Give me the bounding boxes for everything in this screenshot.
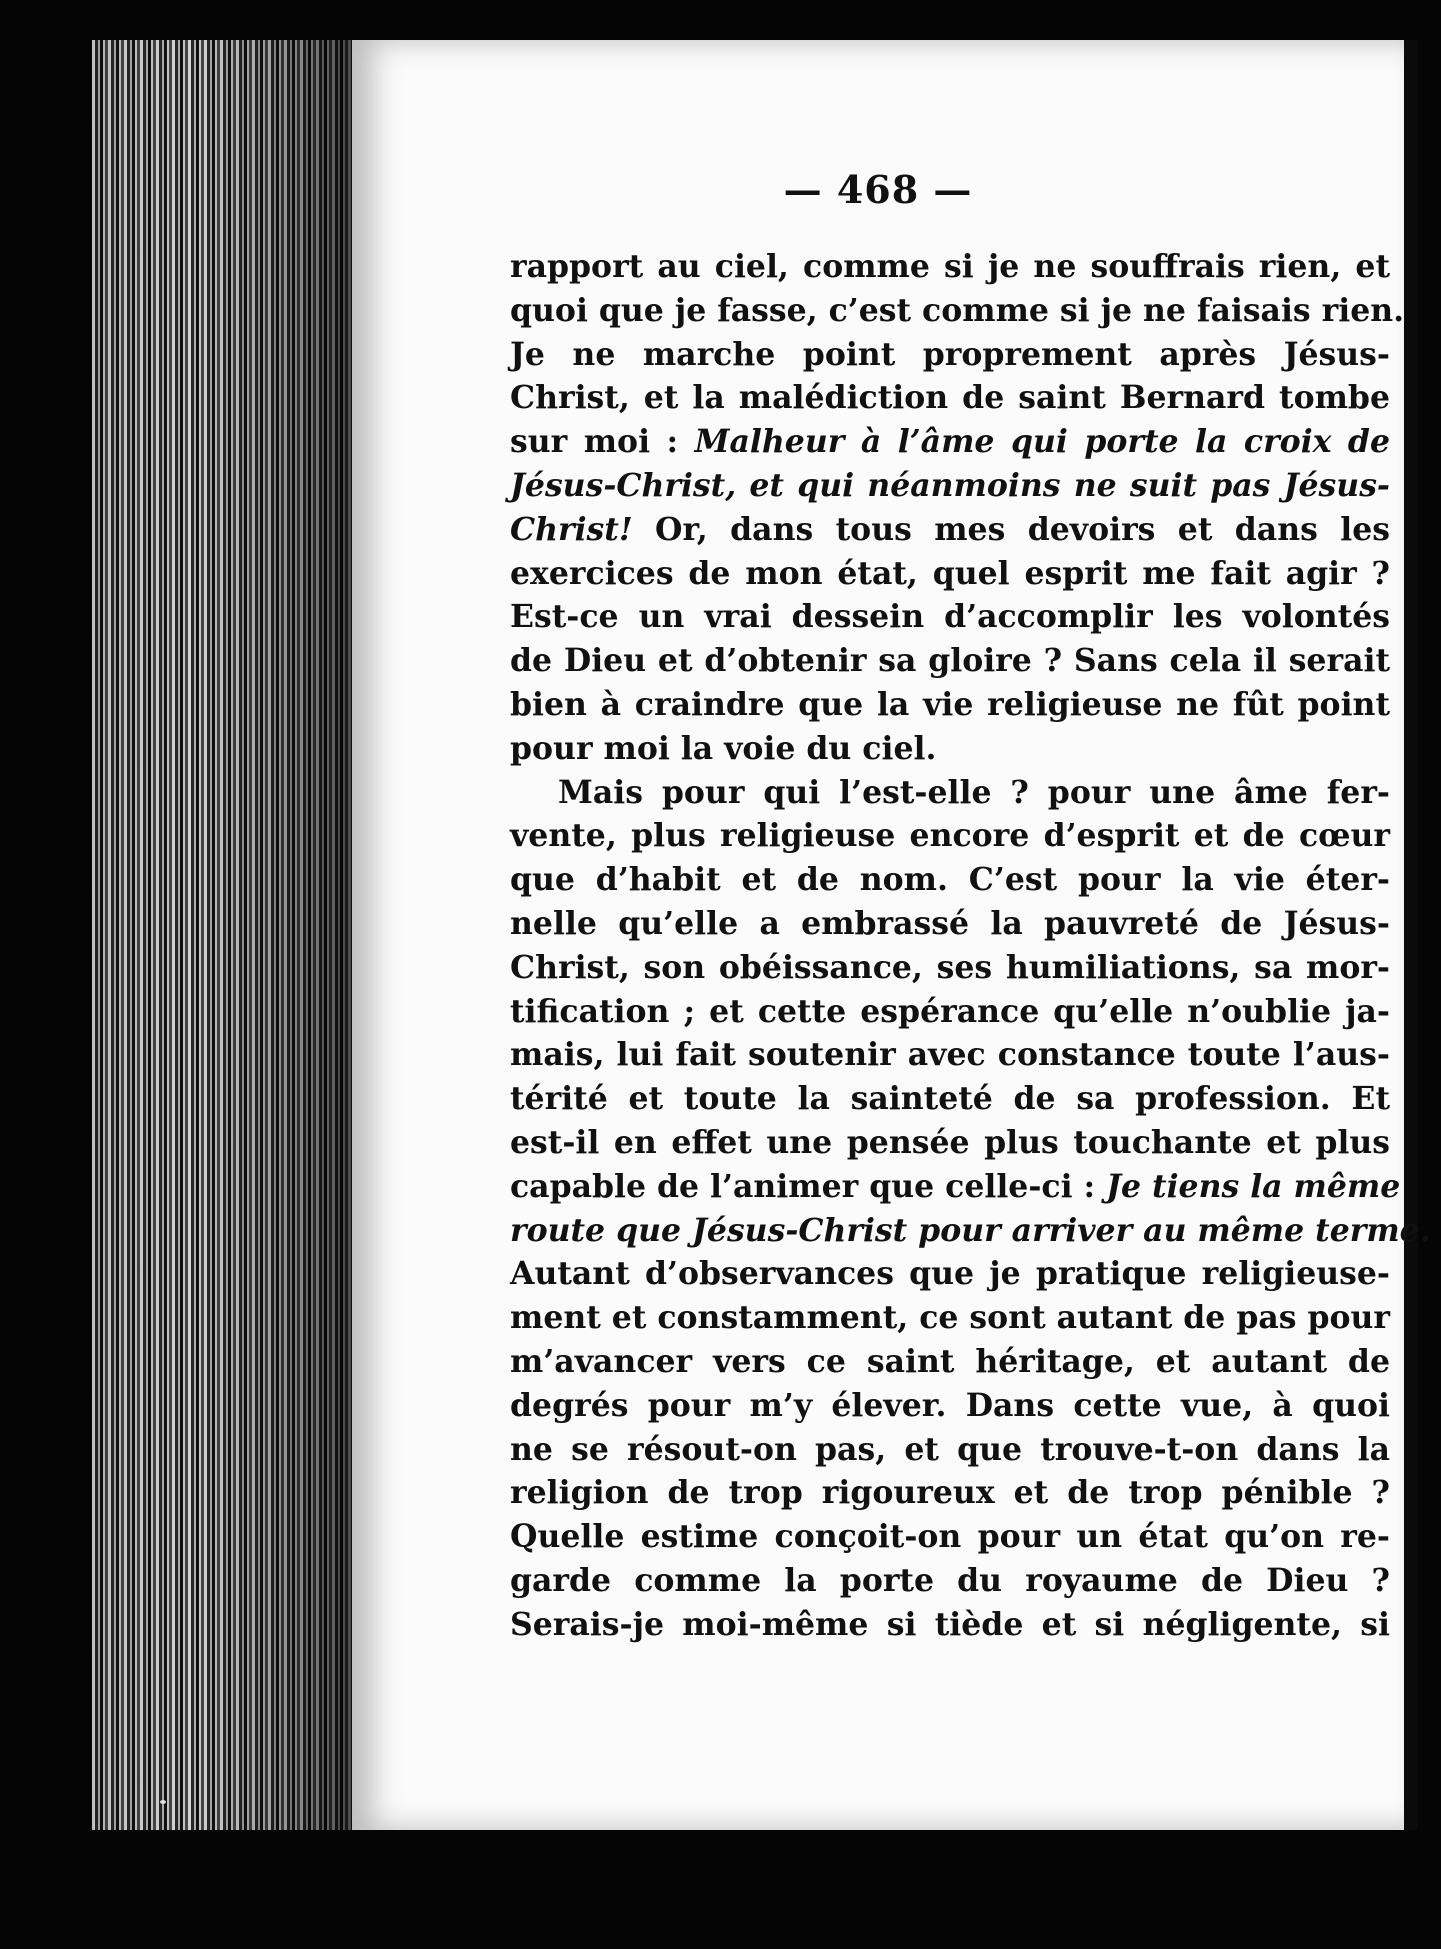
text-line xyxy=(510,990,1390,1034)
italic-text-segment: Malheur à l’âme qui porte la croix de xyxy=(694,423,1391,461)
text-line xyxy=(510,814,1390,858)
text-segment: nelle qu’elle a embrassé la pauvreté de Jésus- xyxy=(510,904,1390,942)
text-line xyxy=(510,289,1405,333)
text-line xyxy=(510,639,1390,683)
text-segment: est-il en effet une pensée plus touchante et plus xyxy=(510,1123,1390,1161)
text-line xyxy=(510,1515,1390,1559)
text-line xyxy=(510,1471,1390,1515)
text-line xyxy=(510,1559,1390,1603)
text-segment: ne se résout-on pas, et que trouve-t-on dans la xyxy=(510,1430,1390,1468)
text-segment: exercices de mon état, quel esprit me fait agir ? xyxy=(510,554,1390,592)
text-segment: ment et constamment, ce sont autant de pas pour xyxy=(510,1299,1390,1337)
italic-text-segment: Je tiens la même xyxy=(1106,1167,1401,1205)
text-line xyxy=(510,683,1390,727)
text-segment: Or, dans tous mes devoirs et dans les xyxy=(632,510,1390,548)
book-gutter-shadow xyxy=(92,40,352,1830)
text-line xyxy=(510,1340,1390,1384)
text-line xyxy=(510,1209,1431,1253)
text-line xyxy=(510,727,1390,771)
text-line xyxy=(510,1165,1401,1209)
text-segment: quoi que je fasse, c’est comme si je ne faisais rien. xyxy=(510,291,1405,329)
text-line xyxy=(510,1121,1390,1165)
italic-text-segment: Jésus-Christ, et qui néanmoins ne suit pas Jésus- xyxy=(510,466,1390,504)
text-segment: religion de trop rigoureux et de trop pénible ? xyxy=(510,1474,1390,1512)
text-segment: garde comme la porte du royaume de Dieu ? xyxy=(510,1561,1390,1599)
text-segment: que d’habit et de nom. C’est pour la vie éter- xyxy=(510,861,1390,899)
text-line xyxy=(510,376,1390,420)
text-line xyxy=(510,464,1390,508)
text-line xyxy=(510,333,1390,377)
text-segment: sur moi : xyxy=(510,423,695,461)
text-segment: pour moi la voie du ciel. xyxy=(510,729,937,767)
text-segment: Christ, et la malédiction de saint Bernard tombe xyxy=(510,379,1390,417)
text-line xyxy=(510,1077,1390,1121)
italic-text-segment: route que Jésus-Christ pour arriver au même terme. xyxy=(510,1211,1431,1249)
book-page xyxy=(352,40,1431,1830)
text-segment: mais, lui fait soutenir avec constance toute l’aus- xyxy=(510,1036,1390,1074)
text-line xyxy=(510,1384,1390,1428)
text-segment: rapport au ciel, comme si je ne souffrais rien, et xyxy=(510,248,1390,285)
text-line xyxy=(510,1428,1390,1472)
text-segment: Je ne marche point proprement après Jésus- xyxy=(510,335,1390,373)
text-segment: bien à craindre que la vie religieuse ne fût point xyxy=(510,685,1390,723)
text-segment: Christ, son obéissance, ses humiliations, sa mor- xyxy=(510,948,1390,986)
text-line xyxy=(510,771,1390,815)
text-line xyxy=(510,1252,1390,1296)
text-line xyxy=(510,595,1390,639)
text-line xyxy=(510,420,1390,464)
text-line xyxy=(510,1603,1390,1647)
text-line xyxy=(510,1033,1390,1077)
text-segment: vente, plus religieuse encore d’esprit et de cœur xyxy=(510,817,1390,855)
text-segment: térité et toute la sainteté de sa profession. Et xyxy=(510,1080,1390,1118)
text-segment: de Dieu et d’obtenir sa gloire ? Sans cela il serait xyxy=(510,642,1390,680)
text-line xyxy=(510,508,1390,552)
text-segment: Quelle estime conçoit-on pour un état qu’on re- xyxy=(510,1518,1390,1556)
text-segment: Serais-je moi-même si tiède et si négligente, si xyxy=(510,1605,1390,1643)
text-segment: Autant d’observances que je pratique religieuse- xyxy=(510,1255,1390,1293)
text-segment: degrés pour m’y élever. Dans cette vue, à quoi xyxy=(510,1386,1390,1424)
text-line xyxy=(510,946,1390,990)
dust-speck xyxy=(160,1800,166,1804)
text-segment: capable de l’animer que celle-ci : xyxy=(510,1167,1107,1205)
page-number: — 468 — xyxy=(783,167,973,212)
page-right-edge xyxy=(1404,40,1418,1830)
text-line xyxy=(510,858,1390,902)
text-segment: Mais pour qui l’est-elle ? pour une âme fer- xyxy=(558,773,1390,811)
text-segment: m’avancer vers ce saint héritage, et autant de xyxy=(510,1342,1390,1380)
text-line xyxy=(510,902,1390,946)
italic-text-segment: Christ! xyxy=(510,510,633,548)
text-line xyxy=(510,1296,1390,1340)
text-segment: Est-ce un vrai dessein d’accomplir les volontés xyxy=(510,598,1390,636)
text-line xyxy=(510,552,1390,596)
text-segment: tification ; et cette espérance qu’elle n’oublie ja- xyxy=(510,992,1390,1030)
text-line xyxy=(510,245,1390,289)
body-text xyxy=(510,245,1431,1647)
